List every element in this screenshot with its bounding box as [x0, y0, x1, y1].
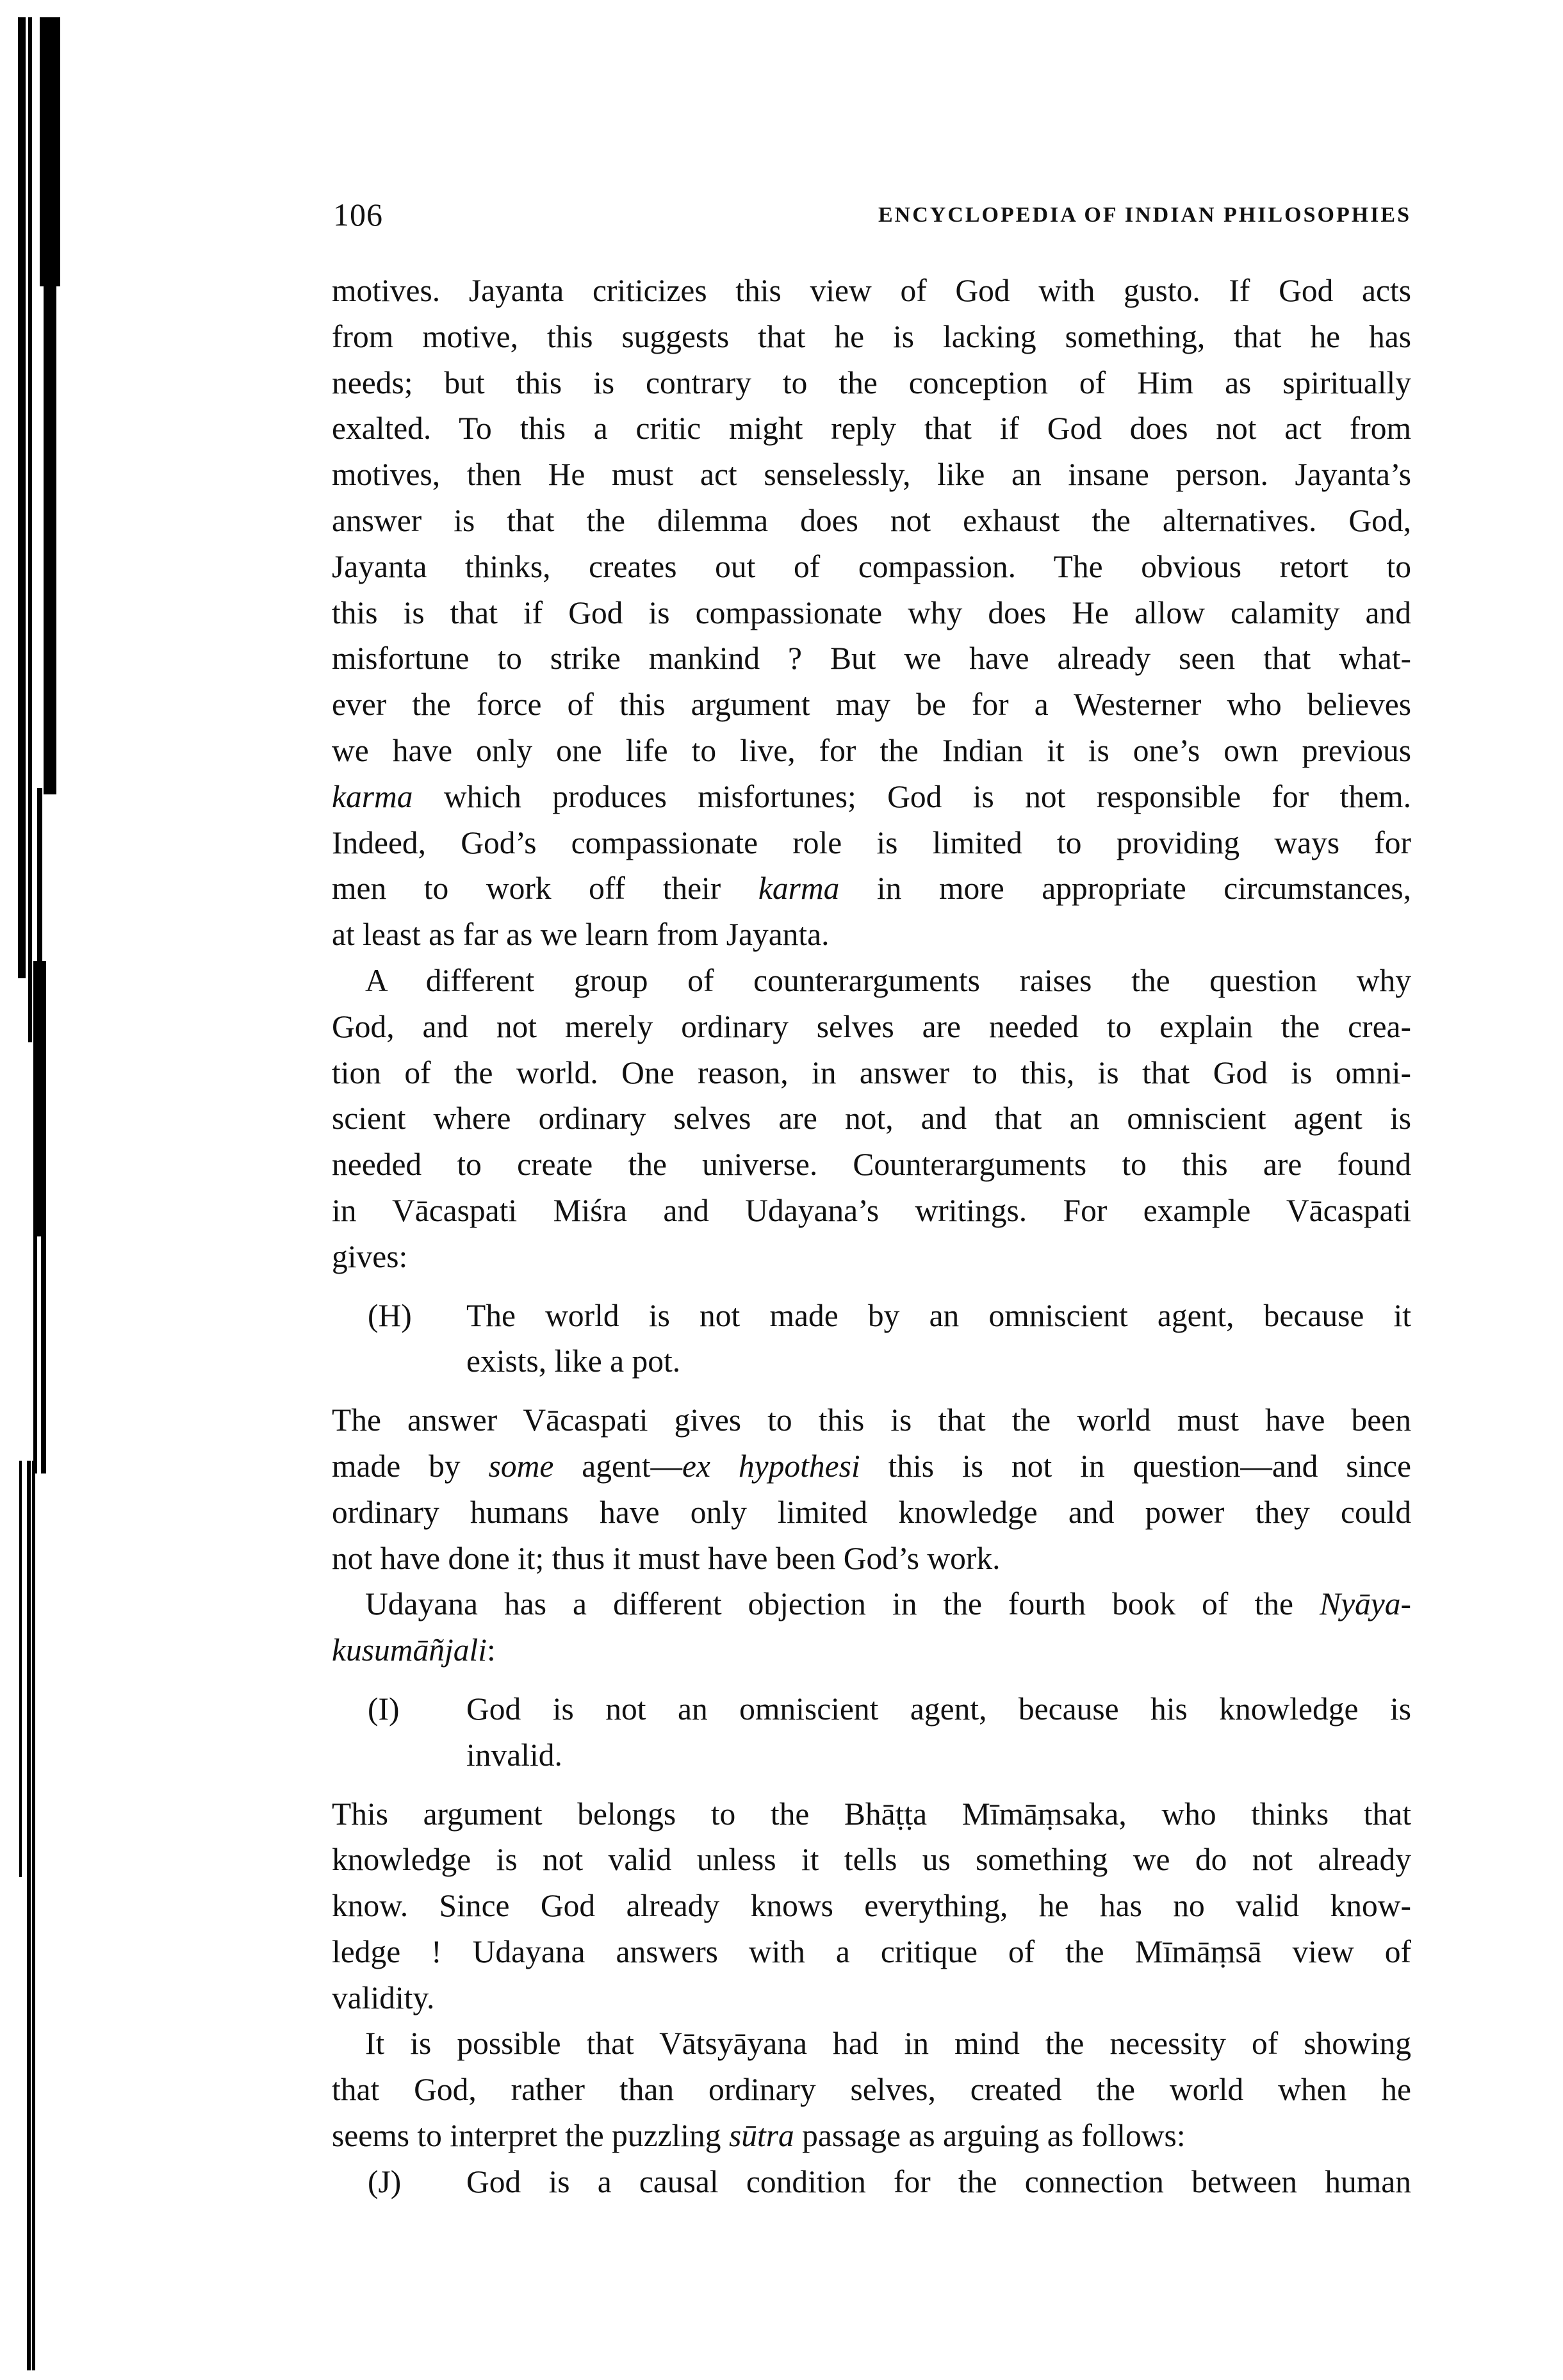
text-line: knowledge is not valid unless it tells us something we do not already: [332, 1842, 1411, 1878]
text-line: gives:: [332, 1238, 408, 1274]
paragraph-1: [332, 268, 1411, 958]
text-line: in Vācaspati Miśra and Udayana’s writings. For example Vācaspati: [332, 1192, 1411, 1228]
text-line: needed to create the universe. Counterarguments to this are found: [332, 1147, 1411, 1183]
text-line: tion of the world. One reason, in answer to this, is that God is omni-: [332, 1055, 1411, 1090]
text-line: this is that if God is compassionate why does He allow calamity and: [332, 595, 1411, 630]
page-number: 106: [333, 197, 383, 233]
text-line: ever the force of this argument may be for a Westerner who believes: [332, 687, 1411, 723]
italic-term: sūtra: [728, 2118, 794, 2154]
italic-term: karma: [332, 778, 413, 814]
text-line: The world is not made by an omniscient agent, because it: [466, 1297, 1411, 1333]
body-text: [332, 268, 1411, 2205]
argument-label: (I): [368, 1691, 400, 1727]
paragraph-4: [332, 1581, 1411, 1673]
text-line: at least as far as we learn from Jayanta.: [332, 917, 830, 953]
text-line: scient where ordinary selves are not, and that an omniscient agent is: [332, 1101, 1411, 1137]
text-line: The answer Vācaspati gives to this is that the world must have been: [332, 1402, 1411, 1438]
binding-shadow: [0, 0, 70, 2380]
text-line: men to work off their karma in more appropriate circumstances,: [332, 871, 1411, 907]
italic-term: karma: [758, 871, 840, 907]
argument-j: [332, 2159, 1411, 2205]
text-line: God is a causal condition for the connection between human: [466, 2163, 1411, 2199]
text-line: that God, rather than ordinary selves, created the world when he: [332, 2072, 1411, 2108]
text-line: invalid.: [466, 1737, 562, 1773]
text-line: motives. Jayanta criticizes this view of God with gusto. If God acts: [332, 273, 1411, 308]
italic-term: ex hypothesi: [682, 1448, 860, 1484]
text-line: Udayana has a different objection in the fourth book of the Nyāya-: [365, 1586, 1411, 1622]
text-line: God is not an omniscient agent, because his knowledge is: [466, 1691, 1411, 1727]
argument-i: [332, 1686, 1411, 1778]
text-line: validity.: [332, 1980, 435, 2015]
paragraph-5: [332, 1791, 1411, 2021]
paragraph-6: [332, 2021, 1411, 2158]
running-title: ENCYCLOPEDIA OF INDIAN PHILOSOPHIES: [878, 203, 1411, 227]
text-line: Jayanta thinks, creates out of compassion. The obvious retort to: [332, 548, 1411, 584]
paragraph-3: [332, 1397, 1411, 1581]
text-line: Indeed, God’s compassionate role is limited to providing ways for: [332, 825, 1411, 860]
text-line: answer is that the dilemma does not exhaust the alternatives. God,: [332, 502, 1411, 538]
text-line: not have done it; thus it must have been God’s work.: [332, 1540, 1001, 1576]
text-line: know. Since God already knows everything, he has no valid know-: [332, 1888, 1411, 1924]
text-line: It is possible that Vātsyāyana had in mind the necessity of showing: [365, 2026, 1411, 2062]
text-line: from motive, this suggests that he is lacking something, that he has: [332, 318, 1411, 354]
text-line: kusumāñjali:: [332, 1632, 496, 1668]
text-line: exalted. To this a critic might reply that if God does not act from: [332, 411, 1411, 447]
text-line: we have only one life to live, for the Indian it is one’s own previous: [332, 732, 1411, 768]
text-line: A different group of counterarguments raises the question why: [365, 962, 1411, 998]
text-line: exists, like a pot.: [466, 1343, 681, 1379]
italic-title: Nyāya-: [1320, 1586, 1411, 1622]
italic-term: some: [488, 1448, 554, 1484]
running-header: [332, 192, 1411, 237]
text-line: God, and not merely ordinary selves are needed to explain the crea-: [332, 1008, 1411, 1044]
argument-label: (J): [368, 2163, 402, 2199]
text-line: misfortune to strike mankind ? But we have already seen that what-: [332, 641, 1411, 677]
italic-title: kusumāñjali: [332, 1632, 487, 1668]
argument-label: (H): [368, 1297, 412, 1333]
text-line: karma which produces misfortunes; God is not responsible for them.: [332, 778, 1411, 814]
text-line: This argument belongs to the Bhāṭṭa Mīmāṃsaka, who thinks that: [332, 1796, 1411, 1832]
text-line: motives, then He must act senselessly, like an insane person. Jayanta’s: [332, 457, 1411, 493]
text-line: ordinary humans have only limited knowledge and power they could: [332, 1494, 1411, 1530]
text-line: ledge ! Udayana answers with a critique of the Mīmāṃsā view of: [332, 1933, 1411, 1969]
paragraph-2: [332, 958, 1411, 1280]
text-line: needs; but this is contrary to the conception of Him as spiritually: [332, 365, 1411, 400]
argument-h: [332, 1293, 1411, 1385]
text-line: seems to interpret the puzzling sūtra passage as arguing as follows:: [332, 2118, 1186, 2154]
text-line: made by some agent—ex hypothesi this is not in question—and since: [332, 1448, 1411, 1484]
